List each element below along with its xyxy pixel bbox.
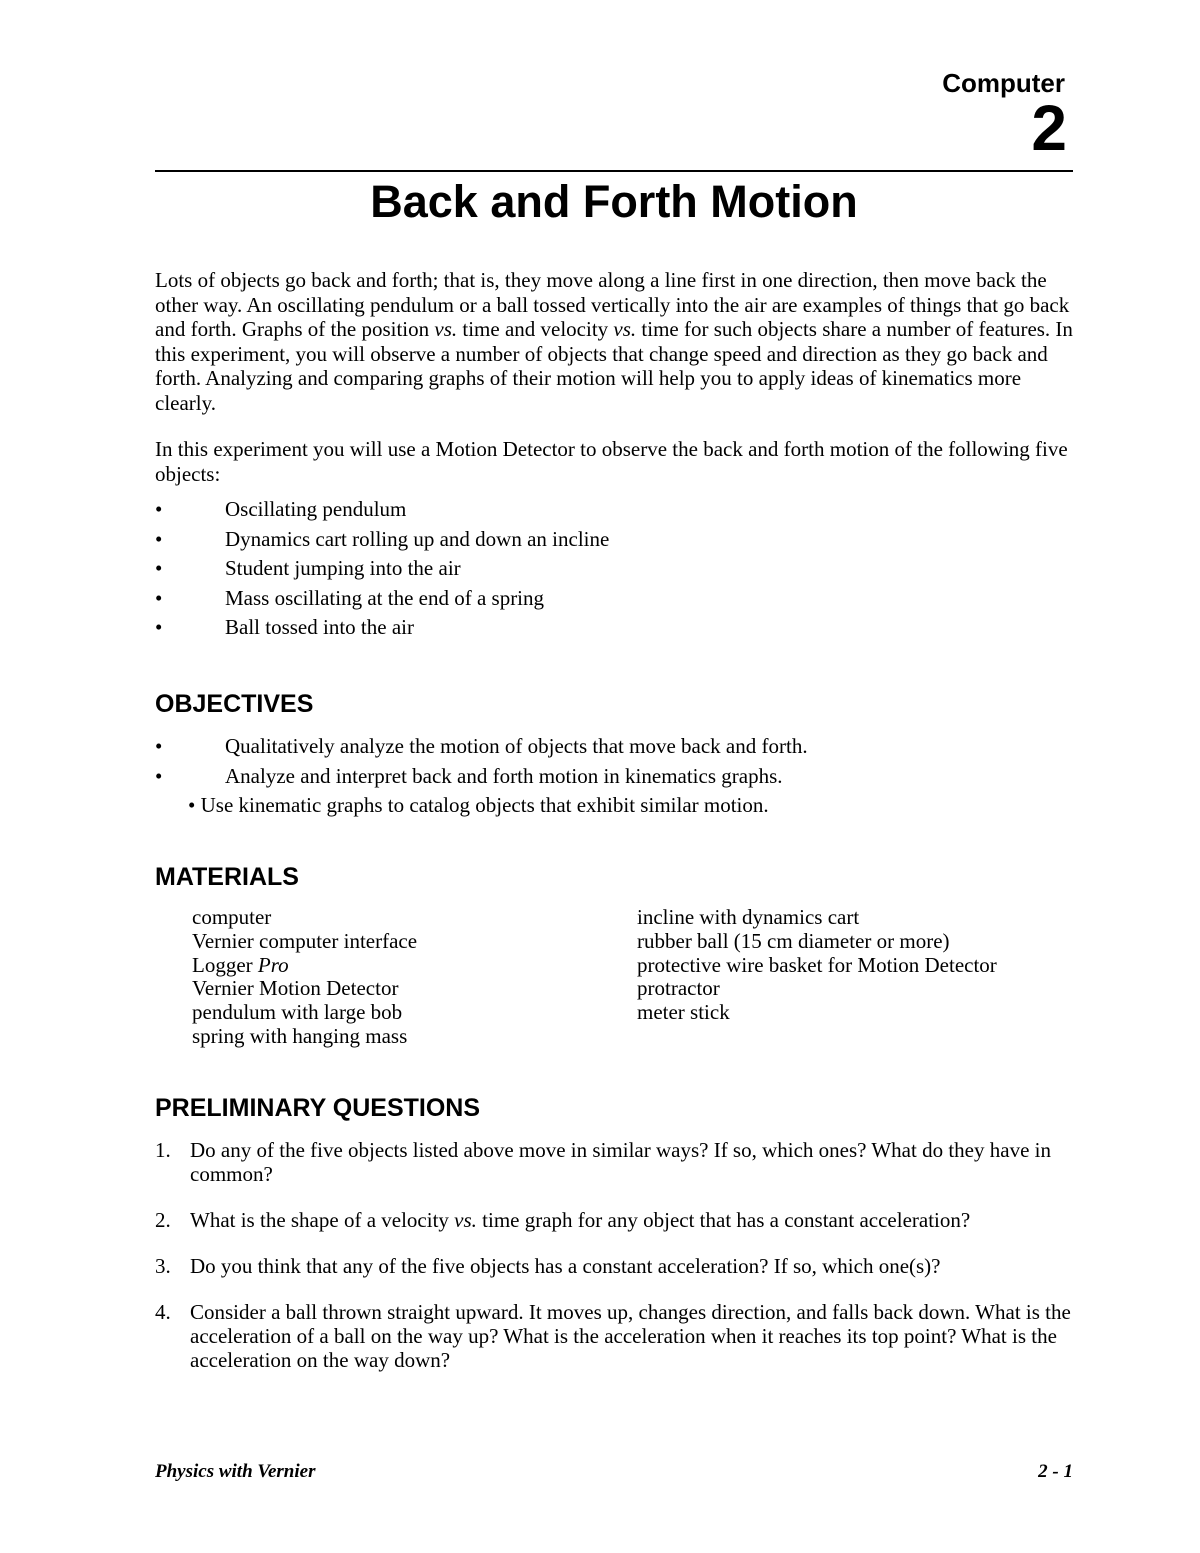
- logger-pro-text: Pro: [257, 952, 289, 977]
- bullet: •: [155, 734, 163, 758]
- page-title: Back and Forth Motion: [370, 176, 858, 227]
- chapter-number: 2: [1031, 92, 1067, 164]
- list-item-text: Analyze and interpret back and forth motion in kinematics graphs.: [225, 763, 783, 788]
- bullet: •: [155, 497, 163, 521]
- intro-text-a: Lots of objects go back and forth; that is, they move along a line first in one direction, then move back the other way. An oscillating pendulum or a ball tossed vertically into the air are examples of things that go back and forth. Graphs of the position: [155, 268, 1070, 341]
- question-text: Do you think that any of the five objects has a constant acceleration? If so, which one(s)?: [190, 1254, 941, 1278]
- experiment-paragraph: In this experiment you will use a Motion Detector to observe the back and forth motion of the following five objects:: [155, 437, 1068, 486]
- list-item-text: Mass oscillating at the end of a spring: [225, 585, 545, 610]
- intro-text-c: time for such objects share a number of features. In this experiment, you will observe a number of objects that change speed and direction as they go back and forth. Analyzing and comparing graphs of their motion will help you to apply ideas of kinematics more clearly.: [155, 317, 1073, 415]
- footer-book-title: Physics with Vernier: [155, 1461, 316, 1482]
- question-4: [155, 1300, 1075, 1372]
- preliminary-questions-heading: PRELIMINARY QUESTIONS: [155, 1094, 481, 1122]
- materials-heading: MATERIALS: [155, 863, 299, 891]
- bullet: •: [155, 526, 163, 551]
- footer-page-number: 2 - 1: [1038, 1461, 1073, 1482]
- list-item: incline with dynamics cart: [637, 905, 860, 929]
- logger-text: Logger: [192, 952, 258, 977]
- bullet: •: [155, 556, 163, 580]
- question-number: 2.: [155, 1208, 171, 1232]
- list-item-text: Qualitatively analyze the motion of objects that move back and forth.: [225, 734, 808, 758]
- objective-item-3: • Use kinematic graphs to catalog objects that exhibit similar motion.: [188, 793, 769, 817]
- materials-right-column: [637, 906, 997, 1025]
- question-text: Consider a ball thrown straight upward. It moves up, changes direction, and falls back down. What is the acceleration of a ball on the way up? What is the acceleration when it reaches its top point? What is the acceleration on the way down?: [190, 1300, 1071, 1372]
- intro-text-b: time and velocity: [457, 317, 614, 341]
- question-text-a: What is the shape of a velocity: [190, 1208, 455, 1232]
- question-2: [155, 1208, 1075, 1232]
- list-item: [192, 954, 417, 978]
- list-item-text: Ball tossed into the air: [225, 615, 414, 639]
- list-item: spring with hanging mass: [192, 1023, 408, 1048]
- intro-vs-2: vs.: [613, 317, 637, 341]
- list-item: Vernier Motion Detector: [192, 976, 399, 1001]
- list-item-text: Oscillating pendulum: [225, 497, 407, 521]
- bullet: •: [155, 615, 163, 639]
- bullet: •: [155, 585, 163, 610]
- question-vs: vs.: [454, 1208, 477, 1232]
- list-item-text: Student jumping into the air: [225, 556, 461, 580]
- question-number: 1.: [155, 1138, 171, 1162]
- list-item: protractor: [637, 976, 720, 1001]
- materials-left-column: [192, 906, 417, 1049]
- header-rule: [155, 170, 1073, 172]
- list-item: rubber ball (15 cm diameter or more): [637, 928, 950, 953]
- objectives-heading: OBJECTIVES: [155, 690, 314, 718]
- list-item: meter stick: [637, 1000, 730, 1025]
- question-number: 4.: [155, 1300, 171, 1324]
- question-number: 3.: [155, 1254, 171, 1278]
- question-text-b: time graph for any object that has a constant acceleration?: [476, 1208, 971, 1232]
- list-item: computer: [192, 905, 272, 929]
- bullet: •: [155, 763, 163, 788]
- list-item: pendulum with large bob: [192, 1000, 403, 1025]
- list-item: Vernier computer interface: [192, 928, 418, 953]
- question-3: [155, 1254, 1075, 1278]
- question-1: [155, 1138, 1075, 1186]
- intro-paragraph: [155, 268, 1075, 415]
- computer-label: Computer: [942, 68, 1065, 98]
- preliminary-questions-list: [155, 1138, 1075, 1394]
- list-item-text: Dynamics cart rolling up and down an incline: [225, 526, 610, 551]
- intro-vs-1: vs.: [434, 317, 458, 341]
- question-text: Do any of the five objects listed above move in similar ways? If so, which ones? What do they have in common?: [190, 1138, 1051, 1186]
- list-item: protective wire basket for Motion Detector: [637, 952, 997, 977]
